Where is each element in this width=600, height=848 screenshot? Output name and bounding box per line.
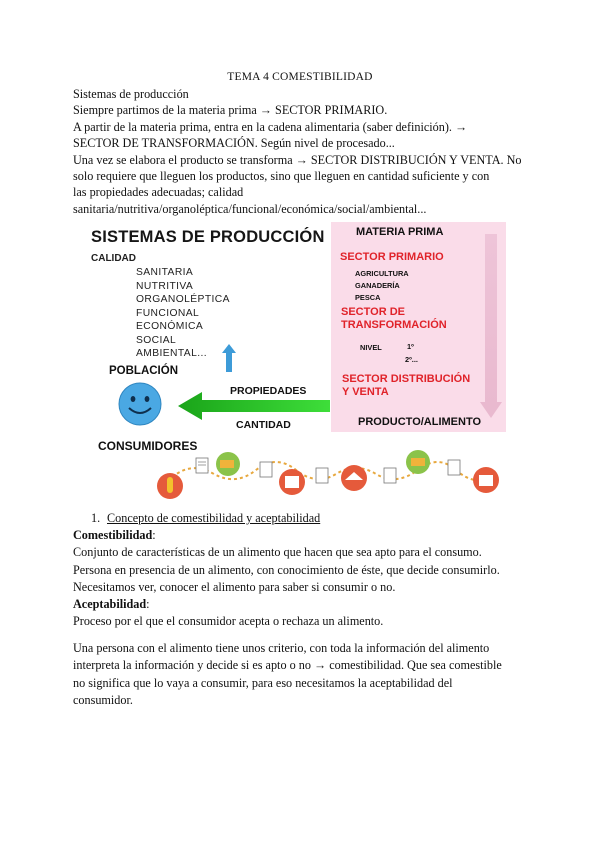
comestibilidad-line: Conjunto de características de un alimento que hacen que sea apto para el consumo.: [73, 545, 482, 560]
quality-list: [136, 266, 230, 361]
store-node-icon: [473, 467, 499, 493]
quality-item: SOCIAL: [136, 334, 177, 346]
paragraph-line: interpreta la información y decide si es apto o no → comestibilidad. Que sea comestible: [73, 658, 502, 673]
document-node-icon: [448, 460, 460, 475]
intro-line: Siempre partimos de la materia prima → SECTOR PRIMARIO.: [73, 103, 388, 118]
intro-line: las propiedades adecuadas; calidad: [73, 185, 244, 200]
intro-line: Sistemas de producción: [73, 87, 189, 101]
nivel-1: 1º: [407, 342, 414, 351]
consumidores-label: CONSUMIDORES: [98, 439, 198, 453]
comestibilidad-block: [73, 527, 543, 631]
nivel-2: 2º...: [405, 355, 418, 364]
section-number: 1.: [91, 511, 101, 525]
left-arrow-icon: [178, 392, 330, 420]
materia-prima-title: MATERIA PRIMA: [356, 226, 444, 238]
factory-node-icon: [279, 469, 305, 495]
comestibilidad-line: Necesitamos ver, conocer el alimento para saber si consumir o no.: [73, 579, 396, 594]
aceptabilidad-line: Proceso por el que el consumidor acepta o rechaza un alimento.: [73, 614, 384, 629]
smiley-face-icon: [118, 382, 162, 426]
paragraph-line: no significa que lo vaya a consumir, para eso necesitamos la aceptabilidad del: [73, 675, 453, 690]
intro-text: [73, 86, 533, 217]
intro-line: sanitaria/nutritiva/organoléptica/funcional/económica/social/ambiental...: [73, 201, 427, 216]
primario-item: GANADERÍA: [355, 281, 400, 290]
quality-item: ORGANOLÉPTICA: [136, 294, 230, 305]
label-colon: :: [152, 528, 156, 542]
quality-item: AMBIENTAL...: [136, 348, 207, 359]
panel-down-arrow: [485, 234, 497, 404]
primario-item: PESCA: [355, 293, 381, 302]
comestibilidad-line: Persona en presencia de un alimento, con conocimiento de éste, que decide consumirlo.: [73, 562, 500, 577]
closing-paragraph: [73, 640, 543, 709]
sector-transformacion: [341, 306, 447, 331]
quality-item: NUTRITIVA: [136, 280, 194, 292]
primario-item: AGRICULTURA: [355, 269, 409, 278]
production-systems-figure: [74, 222, 506, 506]
calidad-label: CALIDAD: [91, 253, 136, 264]
producto-alimento: PRODUCTO/ALIMENTO: [358, 416, 482, 428]
truck-node-icon: [216, 452, 240, 476]
distributor-node-icon: [406, 450, 430, 474]
document-node-icon: [384, 468, 396, 483]
sector-distribucion: [342, 373, 470, 398]
page-title: TEMA 4 COMESTIBILIDAD: [227, 71, 373, 83]
intro-line: A partir de la materia prima, entra en la cadena alimentaria (saber definición). →: [73, 119, 468, 134]
quality-item: FUNCIONAL: [136, 307, 200, 319]
quality-item: SANITARIA: [136, 267, 194, 278]
warehouse-node-icon: [341, 465, 367, 491]
intro-line: solo requiere que lleguen los productos, sino que lleguen en cantidad suficiente y con: [73, 169, 490, 184]
supply-chain-path: [164, 462, 494, 486]
section-heading: [91, 511, 320, 526]
document-node-icon: [316, 468, 328, 483]
poblacion-label: POBLACIÓN: [109, 365, 178, 377]
sector-distribucion-line: Y VENTA: [342, 385, 389, 398]
figure-title: SISTEMAS DE PRODUCCIÓN: [91, 228, 325, 246]
panel-down-arrow-head: [480, 402, 502, 418]
section-title: Concepto de comestibilidad y aceptabilidad: [107, 511, 321, 525]
quality-item: ECONÓMICA: [136, 321, 204, 332]
intro-line: SECTOR DE TRANSFORMACIÓN. Según nivel de procesado...: [73, 136, 395, 151]
propiedades-label: PROPIEDADES: [230, 385, 307, 397]
cantidad-label: CANTIDAD: [236, 419, 291, 431]
label-colon: :: [146, 597, 150, 612]
sector-transformacion-line: SECTOR DE: [341, 306, 405, 318]
sector-transformacion-line: TRANSFORMACIÓN: [341, 318, 447, 331]
intro-line: Una vez se elabora el producto se transforma → SECTOR DISTRIBUCIÓN Y VENTA. No: [73, 152, 522, 167]
farm-node-icon: [157, 473, 183, 499]
up-arrow-icon: [222, 344, 236, 372]
paragraph-line: consumidor.: [73, 692, 133, 707]
document-node-icon: [196, 458, 208, 473]
nivel-label: NIVEL: [360, 343, 382, 352]
paragraph-line: Una persona con el alimento tiene unos criterio, con toda la información del alimento: [73, 641, 490, 655]
document-node-icon: [260, 462, 272, 477]
aceptabilidad-label: Aceptabilidad: [73, 597, 147, 612]
supply-chain-illustration: [156, 440, 506, 504]
sector-distribucion-line: SECTOR DISTRIBUCIÓN: [342, 373, 471, 385]
sector-primario: SECTOR PRIMARIO: [340, 251, 444, 263]
comestibilidad-label: Comestibilidad: [73, 528, 153, 542]
primario-items: [355, 268, 409, 304]
